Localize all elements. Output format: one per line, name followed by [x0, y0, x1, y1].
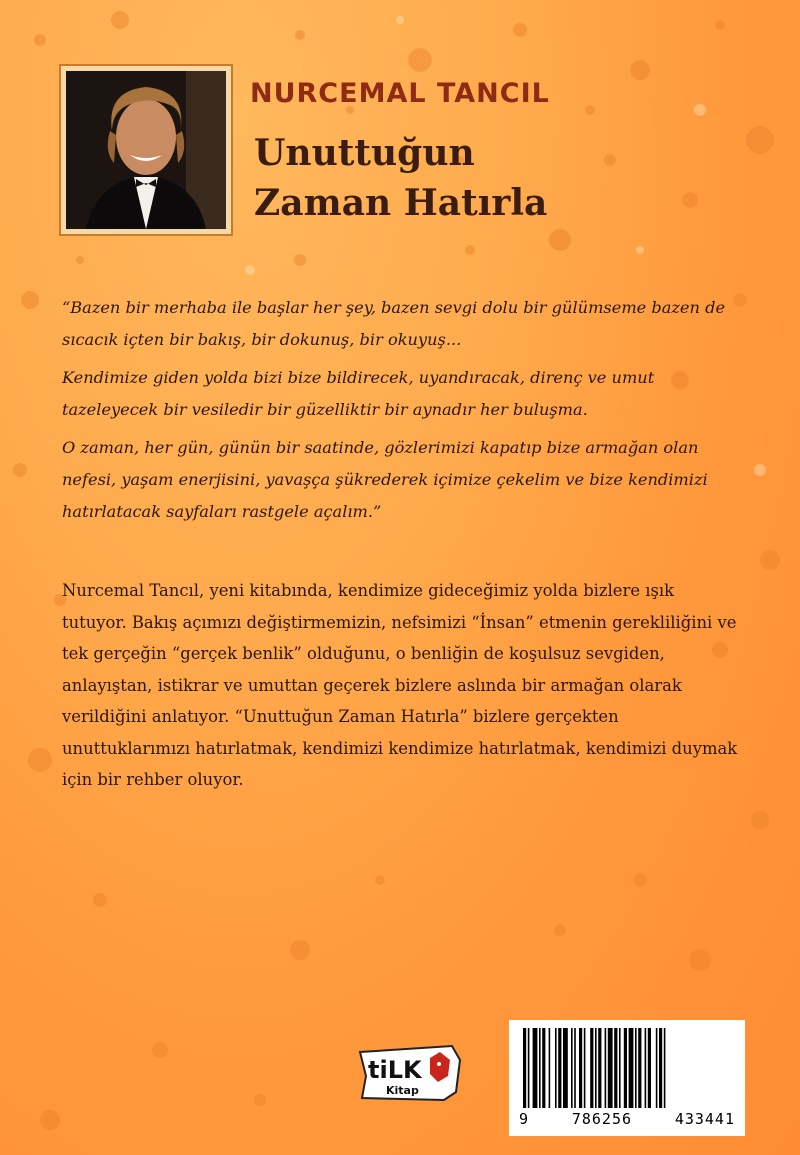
barcode-bar: [563, 1028, 568, 1108]
book-description: Nurcemal Tancıl, yeni kitabında, kendimize gideceğimiz yolda bizlere ışık tutuyor. Bakış açımızı değiştirmemizin, nefsimizi “İnsan” etmenin gerekliliğini ve tek gerçeğin “gerçek benlik” olduğunu, o benliğin de koşulsuz sevgiden, anlayıştan, istikrar ve umuttan geçerek bizlere aslında bir armağan olarak verildiğini anlatıyor. “Unuttuğun Zaman Hatırla” bizlere gerçekten unuttuklarımızı hatırlatmak, kendimizi kendimize hatırlatmak, kendimizi duymak için bir rehber oluyor.: [62, 581, 738, 789]
barcode-bar: [664, 1028, 666, 1108]
publisher-logo: [356, 1042, 464, 1104]
barcode-bar: [555, 1028, 557, 1108]
quote-paragraph-1: “Bazen bir merhaba ile başlar her şey, bazen sevgi dolu bir gülümseme bazen de sıcacık içten bir bakış, bir dokunuş, bir okuyuş...: [62, 298, 726, 349]
barcode-bar: [619, 1028, 621, 1108]
barcode-bar: [656, 1028, 658, 1108]
quote-paragraph-3: O zaman, her gün, günün bir saatinde, gözlerimizi kapatıp bize armağan olan nefesi, yaşam enerjisini, yavaşça şükrederek içimize çekelim ve bize kendimizi hatırlatacak sayfaları rastgele açalım.”: [62, 438, 708, 521]
isbn-number: [519, 1110, 735, 1128]
barcode-bar: [590, 1028, 593, 1108]
back-cover-quote: [62, 292, 742, 528]
tilki-kitap-logo-icon: [356, 1042, 464, 1104]
isbn-group-1: 786256: [571, 1110, 633, 1128]
quote-paragraph-2: Kendimize giden yolda bizi bize bildirecek, uyandıracak, direnç ve umut tazeleyecek bir vesiledir bir güzelliktir bir aynadır her buluşma.: [62, 368, 655, 419]
barcode-bar: [605, 1028, 607, 1108]
isbn-first-digit: 9: [519, 1110, 530, 1128]
barcode-bar: [635, 1028, 637, 1108]
barcode-bar: [533, 1028, 538, 1108]
barcode-bar: [608, 1028, 613, 1108]
barcode-bar: [549, 1028, 551, 1108]
author-photo: [59, 64, 233, 236]
barcode-bars: [519, 1028, 735, 1108]
isbn-barcode: [509, 1020, 745, 1136]
barcode-bar: [542, 1028, 545, 1108]
barcode-bar: [629, 1028, 634, 1108]
barcode-bar: [523, 1028, 526, 1108]
author-portrait-image: [66, 71, 226, 229]
author-name: NURCEMAL TANCIL: [250, 78, 550, 109]
barcode-bar: [584, 1028, 586, 1108]
barcode-bar: [648, 1028, 651, 1108]
barcode-bar: [598, 1028, 601, 1108]
barcode-bar: [571, 1028, 573, 1108]
isbn-group-2: 433441: [674, 1110, 735, 1128]
svg-text:Kitap: Kitap: [386, 1084, 419, 1097]
barcode-bar: [624, 1028, 627, 1108]
book-title: [254, 128, 547, 228]
barcode-bar: [579, 1028, 582, 1108]
barcode-bar: [528, 1028, 530, 1108]
barcode-bar: [558, 1028, 561, 1108]
svg-text:tiLK: tiLK: [368, 1056, 422, 1084]
barcode-bar: [659, 1028, 662, 1108]
barcode-bar: [595, 1028, 597, 1108]
book-title-line-2: Zaman Hatırla: [254, 182, 548, 224]
barcode-bar: [614, 1028, 617, 1108]
barcode-bar: [539, 1028, 541, 1108]
barcode-bar: [638, 1028, 641, 1108]
book-title-line-1: Unuttuğun: [254, 132, 475, 174]
barcode-bar: [645, 1028, 647, 1108]
barcode-bar: [574, 1028, 576, 1108]
